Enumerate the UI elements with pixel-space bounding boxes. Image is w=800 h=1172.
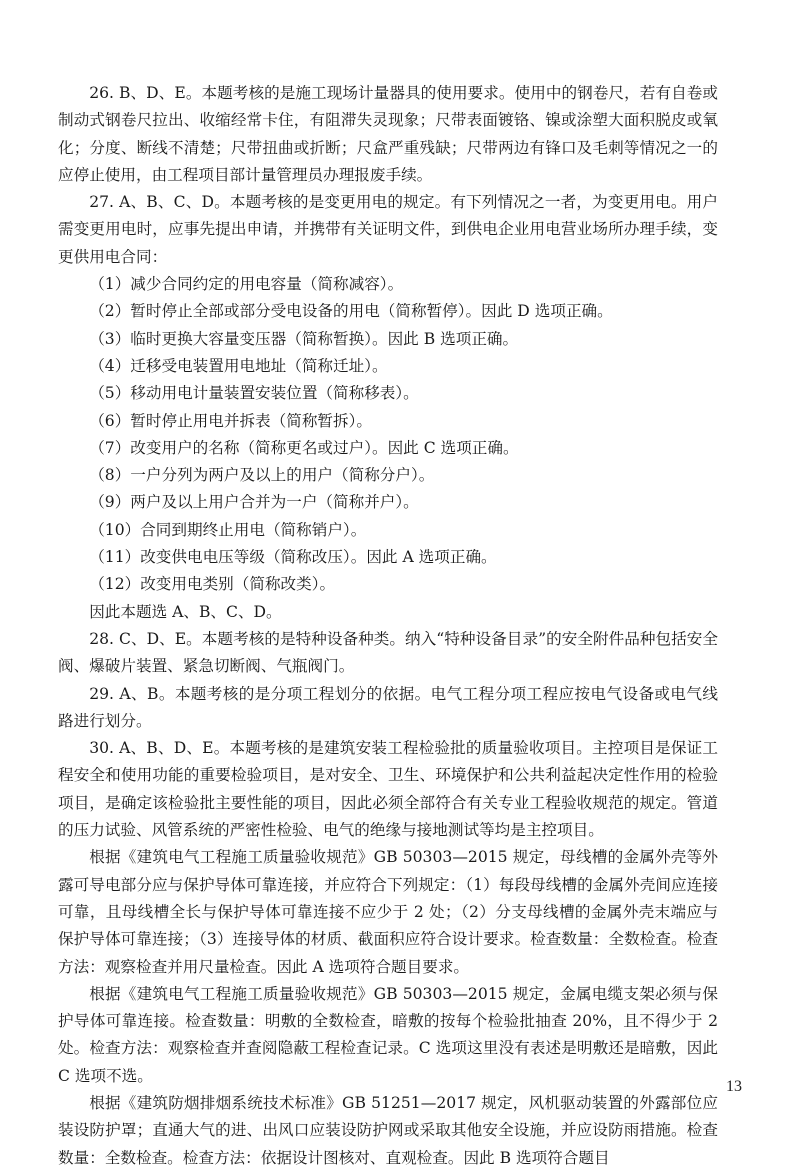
- list-item: （4）迁移受电装置用电地址（简称迁址）。: [89, 356, 388, 375]
- answer-27-list: [58, 271, 718, 599]
- answer-26: 26. B、D、E。本题考核的是施工现场计量器具的使用要求。使用中的钢卷尺，若有自卷或制动式钢卷尺拉出、收缩经常卡住，有阻滞失灵现象；尺带表面镀铬、镍或涂塑大面积脱皮或氧化；分度、断线不清楚；尺带扭曲或折断；尺盒严重残缺；尺带两边有锋口及毛刺等情况之一的应停止使用，由工程项目部计量管理员办理报废手续。: [58, 84, 718, 184]
- answer-30-option-b: 根据《建筑防烟排烟系统技术标准》GB 51251—2017 规定，风机驱动装置的外露部位应装设防护罩；直通大气的进、出风口应装设防护网或采取其他安全设施，并应设防雨措施。检查数量：全数检查。检查方法：依据设计图核对、直观检查。因此 B 选项符合题目: [58, 1093, 718, 1167]
- list-item: （1）减少合同约定的用电容量（简称减容）。: [89, 275, 404, 294]
- list-item: （2）暂时停止全部或部分受电设备的用电（简称暂停）。因此 D 选项正确。: [89, 302, 613, 321]
- list-item: （8）一户分列为两户及以上的用户（简称分户）。: [89, 466, 435, 485]
- answer-30: 30. A、B、D、E。本题考核的是建筑安装工程检验批的质量验收项目。主控项目是保证工程安全和使用功能的重要检验项目，是对安全、卫生、环境保护和公共利益起决定性作用的检验项目，是确定该检验批主要性能的项目，因此必须全部符合有关专业工程验收规范的规定。管道的压力试验、风管系统的严密性检验、电气的绝缘与接地测试等均是主控项目。: [58, 739, 718, 840]
- answer-27: 27. A、B、C、D。本题考核的是变更用电的规定。有下列情况之一者，为变更用电。用户需变更用电时，应事先提出申请，并携带有关证明文件，到供电企业用电营业场所办理手续，变更供用电合同：: [58, 193, 718, 266]
- answer-29: 29. A、B。本题考核的是分项工程划分的依据。电气工程分项工程应按电气设备或电气线路进行划分。: [58, 684, 718, 730]
- answer-28: 28. C、D、E。本题考核的是特种设备种类。纳入“特种设备目录”的安全附件品种包括安全阀、爆破片装置、紧急切断阀、气瓶阀门。: [58, 629, 718, 676]
- list-item: （6）暂时停止用电并拆表（简称暂拆）。: [89, 411, 372, 430]
- list-item: （7）改变用户的名称（简称更名或过户）。因此 C 选项正确。: [89, 438, 519, 457]
- list-item: （5）移动用电计量装置安装位置（简称移表）。: [89, 384, 419, 403]
- list-item: （9）两户及以上用户合并为一户（简称并户）。: [89, 493, 419, 512]
- list-item: （3）临时更换大容量变压器（简称暂换）。因此 B 选项正确。: [89, 329, 519, 348]
- list-item: （10）合同到期终止用电（简称销户）。: [89, 520, 367, 539]
- list-item: （11）改变供电电压等级（简称改压）。因此 A 选项正确。: [89, 548, 497, 567]
- answer-27-conclusion: 因此本题选 A、B、C、D。: [89, 602, 282, 621]
- list-item: （12）改变用电类别（简称改类）。: [89, 575, 336, 594]
- page-number: 13: [726, 1078, 742, 1095]
- page-body: [58, 80, 718, 1172]
- answer-30-option-c: 根据《建筑电气工程施工质量验收规范》GB 50303—2015 规定，金属电缆支架必须与保护导体可靠连接。检查数量：明敷的全数检查，暗敷的按每个检验批抽查 20%，且不得少于 2 处。检查方法：观察检查并查阅隐蔽工程检查记录。C 选项这里没有表述是明敷还是暗敷，因此 C 选项不选。: [58, 984, 718, 1085]
- answer-30-option-a: 根据《建筑电气工程施工质量验收规范》GB 50303—2015 规定，母线槽的金属外壳等外露可导电部分应与保护导体可靠连接，并应符合下列规定：（1）每段母线槽的金属外壳间应连接可靠，且母线槽全长与保护导体可靠连接不应少于 2 处；（2）分支母线槽的金属外壳末端应与保护导体可靠连接；（3）连接导体的材质、截面积应符合设计要求。检查数量：全数检查。检查方法：观察检查并用尺量检查。因此 A 选项符合题目要求。: [58, 848, 718, 976]
